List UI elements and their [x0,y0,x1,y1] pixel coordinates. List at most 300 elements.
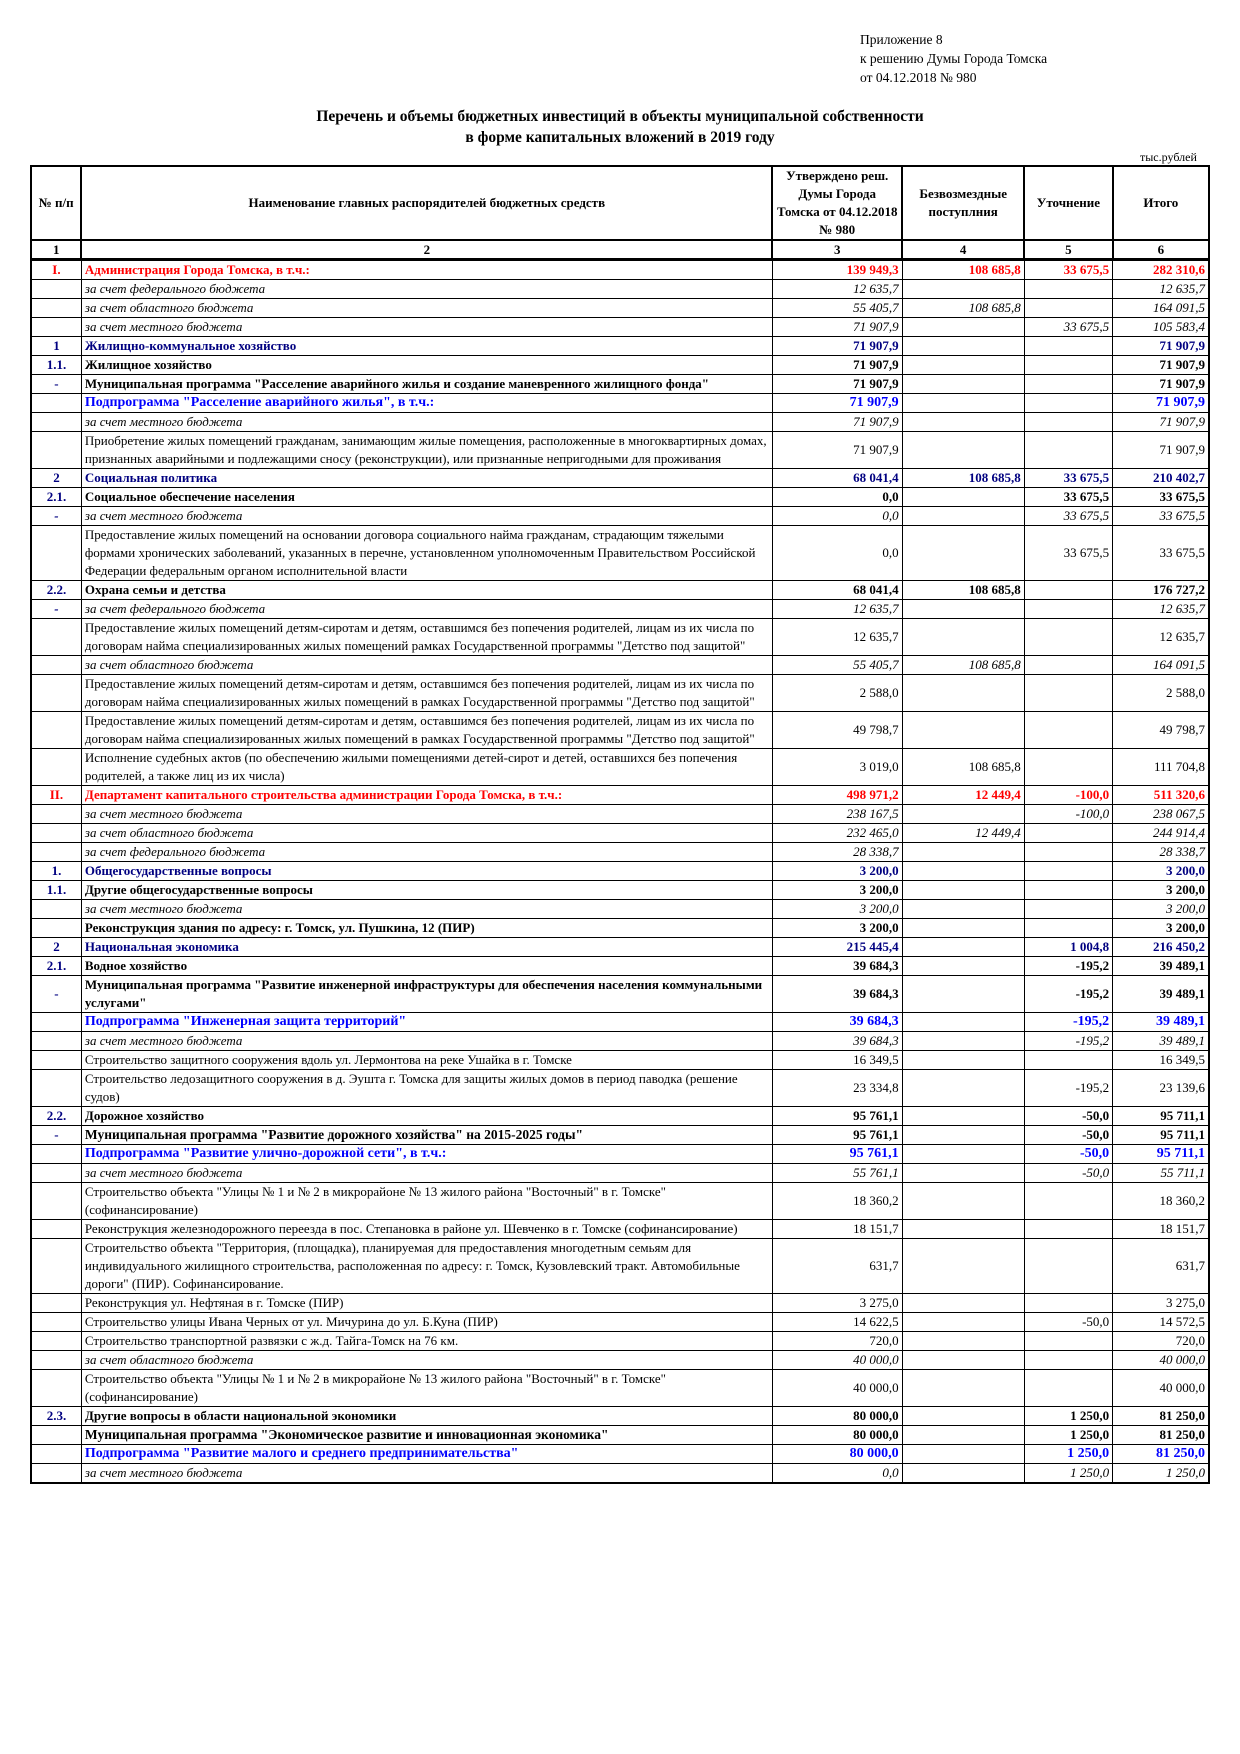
total-value: 631,7 [1113,1239,1209,1294]
approved-value: 3 200,0 [772,900,902,919]
row-number: - [31,1126,81,1145]
row-name: Подпрограмма "Развитие малого и среднего предпринимательства" [81,1445,772,1464]
table-row [31,1145,1209,1164]
approved-value: 23 334,8 [772,1070,902,1107]
approved-value: 80 000,0 [772,1426,902,1445]
total-value: 33 675,5 [1113,488,1209,507]
header-approved: Утверждено реш. Думы Города Томска от 04.12.2018 № 980 [772,166,902,240]
gratuitous-value [902,938,1024,957]
row-name: за счет местного бюджета [81,507,772,526]
table-row [31,260,1209,280]
row-name: Предоставление жилых помещений детям-сиротам и детям, оставшимся без попечения родителей, лицам из их числа по договорам найма специализированных жилых помещений рамках Государственной программы "Детство под защитой" [81,619,772,656]
approved-value: 95 761,1 [772,1107,902,1126]
total-value: 511 320,6 [1113,786,1209,805]
table-row [31,976,1209,1013]
row-name: Реконструкция ул. Нефтяная в г. Томске (ПИР) [81,1294,772,1313]
row-number: 1.1. [31,356,81,375]
row-number: 1. [31,862,81,881]
total-value: 40 000,0 [1113,1370,1209,1407]
row-number: 2 [31,938,81,957]
row-number [31,843,81,862]
gratuitous-value [902,1070,1024,1107]
adjustment-value [1024,1220,1112,1239]
approved-value: 0,0 [772,488,902,507]
row-name: Муниципальная программа "Экономическое развитие и инновационная экономика" [81,1426,772,1445]
total-value: 2 588,0 [1113,675,1209,712]
total-value: 16 349,5 [1113,1051,1209,1070]
total-value: 18 151,7 [1113,1220,1209,1239]
gratuitous-value [902,1164,1024,1183]
row-number [31,1313,81,1332]
gratuitous-value: 108 685,8 [902,581,1024,600]
table-row [31,1294,1209,1313]
approved-value: 28 338,7 [772,843,902,862]
table-row [31,413,1209,432]
table-row [31,900,1209,919]
approved-value: 71 907,9 [772,318,902,337]
table-row [31,394,1209,413]
row-number [31,619,81,656]
gratuitous-value [902,356,1024,375]
approved-value: 0,0 [772,526,902,581]
row-number [31,1445,81,1464]
table-row [31,356,1209,375]
table-row [31,432,1209,469]
total-value: 164 091,5 [1113,299,1209,318]
adjustment-value: 33 675,5 [1024,488,1112,507]
row-number [31,1464,81,1484]
total-value: 238 067,5 [1113,805,1209,824]
row-name: за счет местного бюджета [81,1464,772,1484]
approved-value: 16 349,5 [772,1051,902,1070]
approved-value: 39 684,3 [772,1032,902,1051]
adjustment-value [1024,1294,1112,1313]
total-value: 216 450,2 [1113,938,1209,957]
row-number [31,1013,81,1032]
total-value: 39 489,1 [1113,957,1209,976]
table-row [31,1239,1209,1294]
adjustment-value [1024,1370,1112,1407]
row-name: Строительство объекта "Улицы № 1 и № 2 в микрорайоне № 13 жилого района "Восточный" в г. Томске" (софинансирование) [81,1370,772,1407]
approved-value: 71 907,9 [772,394,902,413]
table-row [31,938,1209,957]
row-number [31,1426,81,1445]
row-number [31,299,81,318]
table-row [31,488,1209,507]
gratuitous-value [902,526,1024,581]
col-number: 5 [1024,240,1112,260]
adjustment-value: -50,0 [1024,1145,1112,1164]
row-name: Строительство улицы Ивана Черных от ул. Мичурина до ул. Б.Куна (ПИР) [81,1313,772,1332]
row-name: Реконструкция железнодорожного переезда в пос. Степановка в районе ул. Шевченко в г. Томске (софинансирование) [81,1220,772,1239]
total-value: 282 310,6 [1113,260,1209,280]
table-row [31,581,1209,600]
table-row [31,1164,1209,1183]
table-row [31,1332,1209,1351]
row-number [31,526,81,581]
document-title [0,106,1240,148]
total-value: 81 250,0 [1113,1407,1209,1426]
approved-value: 18 151,7 [772,1220,902,1239]
row-name: Реконструкция здания по адресу: г. Томск, ул. Пушкина, 12 (ПИР) [81,919,772,938]
table-row [31,318,1209,337]
adjustment-value [1024,356,1112,375]
table-row [31,299,1209,318]
approved-value: 18 360,2 [772,1183,902,1220]
table-row [31,1051,1209,1070]
header-number: № п/п [31,166,81,240]
gratuitous-value [902,1294,1024,1313]
row-name: Социальная политика [81,469,772,488]
approved-value: 12 635,7 [772,600,902,619]
row-name: Приобретение жилых помещений гражданам, занимающим жилые помещения, расположенные в многоквартирных домах, признанных аварийными и подлежащими сносу (реконструкции), или признанные непригодными для проживания [81,432,772,469]
total-value: 1 250,0 [1113,1464,1209,1484]
adjustment-value [1024,1351,1112,1370]
approved-value: 3 019,0 [772,749,902,786]
approved-value: 39 684,3 [772,976,902,1013]
total-value: 3 200,0 [1113,881,1209,900]
total-value: 95 711,1 [1113,1107,1209,1126]
row-name: Подпрограмма "Развитие улично-дорожной сети", в т.ч.: [81,1145,772,1164]
row-name: Предоставление жилых помещений детям-сиротам и детям, оставшимся без попечения родителей, лицам из их числа по договорам найма специализированных жилых помещений в рамках Государственной программы "Детство под защитой" [81,712,772,749]
approved-value: 3 275,0 [772,1294,902,1313]
row-name: за счет федерального бюджета [81,280,772,299]
row-number [31,1351,81,1370]
approved-value: 238 167,5 [772,805,902,824]
approved-value: 71 907,9 [772,337,902,356]
adjustment-value: -50,0 [1024,1126,1112,1145]
approved-value: 498 971,2 [772,786,902,805]
gratuitous-value [902,1107,1024,1126]
approved-value: 49 798,7 [772,712,902,749]
row-number [31,413,81,432]
approved-value: 0,0 [772,1464,902,1484]
approved-value: 71 907,9 [772,413,902,432]
gratuitous-value [902,1445,1024,1464]
gratuitous-value [902,805,1024,824]
row-name: за счет областного бюджета [81,656,772,675]
approved-value: 3 200,0 [772,862,902,881]
row-name: за счет областного бюджета [81,1351,772,1370]
total-value: 95 711,1 [1113,1126,1209,1145]
approved-value: 720,0 [772,1332,902,1351]
gratuitous-value [902,394,1024,413]
row-name: за счет федерального бюджета [81,600,772,619]
total-value: 39 489,1 [1113,1013,1209,1032]
row-number [31,1332,81,1351]
gratuitous-value [902,712,1024,749]
gratuitous-value [902,862,1024,881]
table-row [31,1407,1209,1426]
table-row [31,1126,1209,1145]
total-value: 18 360,2 [1113,1183,1209,1220]
row-number [31,1239,81,1294]
adjustment-value [1024,299,1112,318]
approved-value: 80 000,0 [772,1407,902,1426]
approved-value: 14 622,5 [772,1313,902,1332]
row-name: за счет областного бюджета [81,824,772,843]
table-row [31,749,1209,786]
adjustment-value [1024,656,1112,675]
table-row [31,375,1209,394]
approved-value: 631,7 [772,1239,902,1294]
total-value: 71 907,9 [1113,394,1209,413]
approved-value: 68 041,4 [772,581,902,600]
total-value: 81 250,0 [1113,1426,1209,1445]
gratuitous-value [902,432,1024,469]
row-name: Жилищно-коммунальное хозяйство [81,337,772,356]
table-row [31,507,1209,526]
adjustment-value [1024,862,1112,881]
row-name: Подпрограмма "Инженерная защита территорий" [81,1013,772,1032]
gratuitous-value [902,375,1024,394]
header-gratuitous: Безвозмездные поступлния [902,166,1024,240]
adjustment-value: 1 250,0 [1024,1445,1112,1464]
total-value: 55 711,1 [1113,1164,1209,1183]
gratuitous-value: 12 449,4 [902,786,1024,805]
total-value: 33 675,5 [1113,526,1209,581]
table-row [31,656,1209,675]
gratuitous-value [902,881,1024,900]
col-number: 1 [31,240,81,260]
table-row [31,600,1209,619]
gratuitous-value: 108 685,8 [902,299,1024,318]
row-number: - [31,600,81,619]
gratuitous-value [902,1351,1024,1370]
row-number [31,749,81,786]
gratuitous-value [902,600,1024,619]
adjustment-value [1024,881,1112,900]
gratuitous-value: 108 685,8 [902,749,1024,786]
row-number [31,900,81,919]
table-row [31,1426,1209,1445]
row-number [31,805,81,824]
total-value: 71 907,9 [1113,375,1209,394]
total-value: 3 200,0 [1113,862,1209,881]
row-number: - [31,507,81,526]
adjustment-value [1024,581,1112,600]
approved-value: 215 445,4 [772,938,902,957]
approved-value: 71 907,9 [772,432,902,469]
row-number: 2 [31,469,81,488]
adjustment-value [1024,900,1112,919]
gratuitous-value [902,1145,1024,1164]
row-name: Предоставление жилых помещений детям-сиротам и детям, оставшимся без попечения родителей, лицам из их числа по договорам найма специализированных жилых помещений в рамках Государственной программы "Детство под защитой" [81,675,772,712]
adjustment-value: 33 675,5 [1024,507,1112,526]
row-name: за счет местного бюджета [81,805,772,824]
total-value: 28 338,7 [1113,843,1209,862]
table-row [31,1370,1209,1407]
row-number: 1.1. [31,881,81,900]
adjustment-value: -195,2 [1024,1032,1112,1051]
table-row [31,712,1209,749]
approved-value: 40 000,0 [772,1351,902,1370]
gratuitous-value [902,1032,1024,1051]
row-name: Национальная экономика [81,938,772,957]
gratuitous-value [902,976,1024,1013]
gratuitous-value [902,318,1024,337]
row-number [31,919,81,938]
total-value: 3 200,0 [1113,919,1209,938]
adjustment-value [1024,919,1112,938]
row-number: 2.1. [31,488,81,507]
total-value: 71 907,9 [1113,432,1209,469]
gratuitous-value [902,280,1024,299]
header-adjustment: Уточнение [1024,166,1112,240]
row-number: 2.1. [31,957,81,976]
gratuitous-value [902,1464,1024,1484]
table-row [31,469,1209,488]
row-number: 2.2. [31,581,81,600]
gratuitous-value [902,1332,1024,1351]
adjustment-value [1024,675,1112,712]
adjustment-value [1024,413,1112,432]
adjustment-value: 1 004,8 [1024,938,1112,957]
row-name: Предоставление жилых помещений на основании договора социального найма гражданам, страдающим тяжелыми формами хронических заболеваний, указанных в перечне, установленном уполномоченным Правительством Российской Федерации федеральным органом исполнительной власти [81,526,772,581]
adjustment-value [1024,619,1112,656]
row-number: - [31,375,81,394]
row-name: Строительство защитного сооружения вдоль ул. Лермонтова на реке Ушайка в г. Томске [81,1051,772,1070]
approved-value: 68 041,4 [772,469,902,488]
gratuitous-value [902,488,1024,507]
table-row [31,824,1209,843]
gratuitous-value [902,1426,1024,1445]
total-value: 105 583,4 [1113,318,1209,337]
row-name: за счет местного бюджета [81,413,772,432]
row-number [31,656,81,675]
table-row [31,881,1209,900]
row-name: Охрана семьи и детства [81,581,772,600]
row-name: Муниципальная программа "Расселение аварийного жилья и создание маневренного жилищного фонда" [81,375,772,394]
adjustment-value [1024,1239,1112,1294]
adjustment-value: 1 250,0 [1024,1407,1112,1426]
gratuitous-value [902,337,1024,356]
table-row [31,1464,1209,1484]
gratuitous-value [902,843,1024,862]
header-name: Наименование главных распорядителей бюджетных средств [81,166,772,240]
adjustment-value [1024,824,1112,843]
row-number [31,1220,81,1239]
header-total: Итого [1113,166,1209,240]
adjustment-value: 33 675,5 [1024,318,1112,337]
col-number: 3 [772,240,902,260]
total-value: 12 635,7 [1113,619,1209,656]
gratuitous-value: 108 685,8 [902,656,1024,675]
row-number [31,1032,81,1051]
approved-value: 80 000,0 [772,1445,902,1464]
adjustment-value [1024,749,1112,786]
adjustment-value [1024,432,1112,469]
adjustment-value [1024,1332,1112,1351]
total-value: 720,0 [1113,1332,1209,1351]
gratuitous-value [902,1313,1024,1332]
total-value: 71 907,9 [1113,413,1209,432]
row-number: - [31,976,81,1013]
row-name: Департамент капитального строительства администрации Города Томска, в т.ч.: [81,786,772,805]
total-value: 244 914,4 [1113,824,1209,843]
col-number: 2 [81,240,772,260]
total-value: 49 798,7 [1113,712,1209,749]
title-line: Перечень и объемы бюджетных инвестиций в объекты муниципальной собственности [316,108,924,125]
gratuitous-value: 12 449,4 [902,824,1024,843]
approved-value: 95 761,1 [772,1126,902,1145]
row-name: Муниципальная программа "Развитие инженерной инфраструктуры для обеспечения населения коммунальными услугами" [81,976,772,1013]
gratuitous-value [902,1013,1024,1032]
total-value: 3 200,0 [1113,900,1209,919]
row-name: Подпрограмма "Расселение аварийного жилья", в т.ч.: [81,394,772,413]
table-row [31,1183,1209,1220]
row-number [31,280,81,299]
row-name: за счет местного бюджета [81,900,772,919]
total-value: 23 139,6 [1113,1070,1209,1107]
table-row [31,1351,1209,1370]
row-number [31,1070,81,1107]
table-row [31,805,1209,824]
approved-value: 3 200,0 [772,881,902,900]
table-row [31,619,1209,656]
row-name: Дорожное хозяйство [81,1107,772,1126]
gratuitous-value [902,1370,1024,1407]
total-value: 176 727,2 [1113,581,1209,600]
approved-value: 139 949,3 [772,260,902,280]
adjustment-value [1024,712,1112,749]
adjustment-value: -50,0 [1024,1164,1112,1183]
adjustment-value: -100,0 [1024,786,1112,805]
row-number: 2.2. [31,1107,81,1126]
approved-value: 95 761,1 [772,1145,902,1164]
row-number [31,1164,81,1183]
adjustment-value: -195,2 [1024,1070,1112,1107]
row-number: 2.3. [31,1407,81,1426]
adjustment-value: 1 250,0 [1024,1464,1112,1484]
row-name: Другие вопросы в области национальной экономики [81,1407,772,1426]
units-label: тыс.рублей [1140,150,1197,164]
table-row [31,957,1209,976]
appendix-line: к решению Думы Города Томска [860,51,1048,66]
gratuitous-value [902,413,1024,432]
gratuitous-value [902,507,1024,526]
approved-value: 12 635,7 [772,619,902,656]
col-number: 4 [902,240,1024,260]
row-number: 1 [31,337,81,356]
total-value: 3 275,0 [1113,1294,1209,1313]
row-number [31,1145,81,1164]
table-body [31,260,1209,1484]
table-row [31,1070,1209,1107]
approved-value: 55 405,7 [772,299,902,318]
row-name: Строительство объекта "Улицы № 1 и № 2 в микрорайоне № 13 жилого района "Восточный" в г. Томске" (софинансирование) [81,1183,772,1220]
row-name: Исполнение судебных актов (по обеспечению жилыми помещениями детей-сирот и детей, оставшихся без попечения родителей, а также лиц из их числа) [81,749,772,786]
title-line: в форме капитальных вложений в 2019 году [465,129,775,146]
approved-value: 12 635,7 [772,280,902,299]
row-name: Жилищное хозяйство [81,356,772,375]
gratuitous-value [902,675,1024,712]
table-row [31,1032,1209,1051]
adjustment-value [1024,394,1112,413]
approved-value: 0,0 [772,507,902,526]
table-row [31,1013,1209,1032]
approved-value: 55 405,7 [772,656,902,675]
approved-value: 40 000,0 [772,1370,902,1407]
gratuitous-value [902,1183,1024,1220]
appendix-line: Приложение 8 [860,32,943,47]
adjustment-value [1024,1051,1112,1070]
table-row [31,843,1209,862]
table-row [31,1445,1209,1464]
table-row [31,1107,1209,1126]
table-row [31,862,1209,881]
row-name: за счет местного бюджета [81,1164,772,1183]
